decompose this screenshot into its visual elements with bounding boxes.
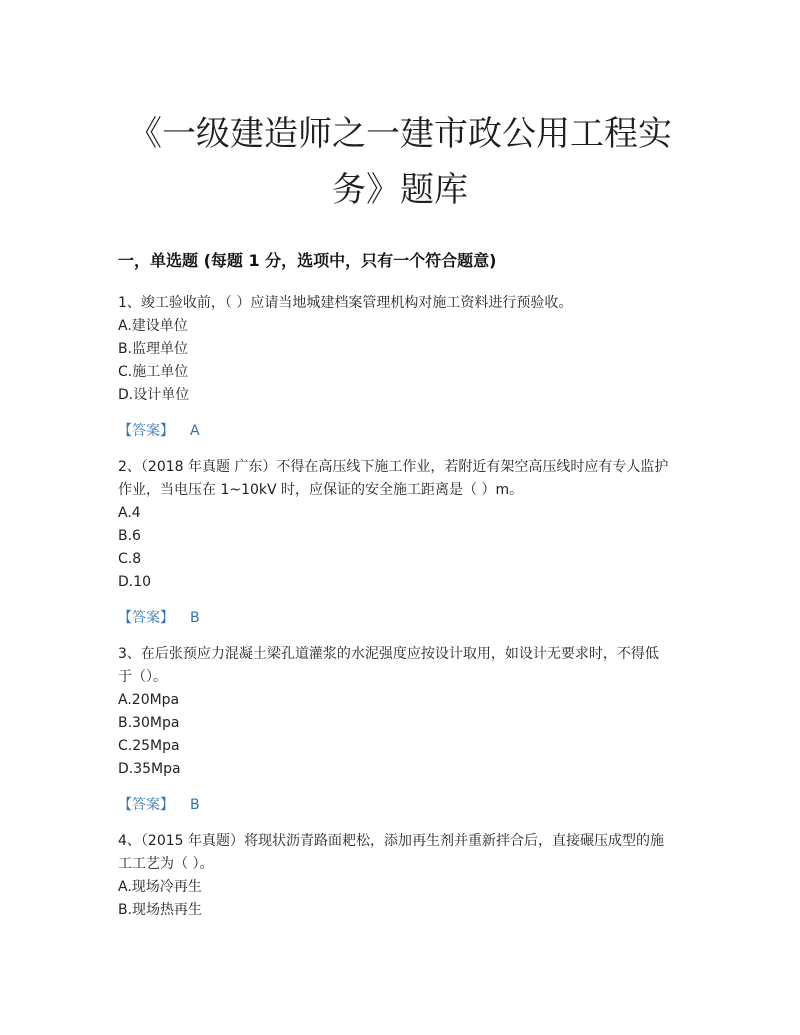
option-a: A.20Mpa bbox=[118, 692, 180, 708]
option-b: B.现场热再生 bbox=[118, 902, 203, 918]
option-c: C.25Mpa bbox=[118, 738, 180, 754]
answer-value: B bbox=[190, 610, 200, 626]
option-d: D.35Mpa bbox=[118, 761, 181, 777]
option-b: B.6 bbox=[118, 528, 141, 544]
answer-label: 【答案】 bbox=[118, 423, 174, 439]
question-stem-line: 2、（2018 年真题 广东）不得在高压线下施工作业，若附近有架空高压线时应有专人监护 bbox=[118, 459, 669, 475]
option-a: A.4 bbox=[118, 505, 141, 521]
option-d: D.10 bbox=[118, 574, 152, 590]
document-title-line-1: 《一级建造师之一建市政公用工程实 bbox=[128, 114, 672, 154]
option-b: B.监理单位 bbox=[118, 341, 189, 357]
answer-line bbox=[118, 794, 688, 817]
option-a: A.建设单位 bbox=[118, 318, 188, 334]
answer-value: B bbox=[190, 797, 200, 813]
question-stem-line: 于（）。 bbox=[118, 669, 167, 685]
option-d: D.设计单位 bbox=[118, 387, 190, 403]
question-stem-line: 3、在后张预应力混凝土梁孔道灌浆的水泥强度应按设计取用，如设计无要求时，不得低 bbox=[118, 646, 659, 662]
question-4 bbox=[118, 830, 688, 922]
document-title-line-2: 务》题库 bbox=[332, 170, 468, 210]
question-list bbox=[118, 292, 688, 922]
answer-label: 【答案】 bbox=[118, 797, 174, 813]
option-a: A.现场冷再生 bbox=[118, 879, 202, 895]
answer-value: A bbox=[190, 423, 200, 439]
question-1 bbox=[118, 292, 688, 443]
document-title bbox=[60, 106, 740, 218]
answer-line bbox=[118, 420, 688, 443]
option-c: C.施工单位 bbox=[118, 364, 189, 380]
question-stem-line: 工工艺为（ ）。 bbox=[118, 856, 214, 872]
question-stem-line: 4、（2015 年真题）将现状沥青路面耙松，添加再生剂并重新拌合后，直接碾压成型的施 bbox=[118, 833, 664, 849]
question-2 bbox=[118, 456, 688, 630]
answer-label: 【答案】 bbox=[118, 610, 174, 626]
question-stem-line: 1、竣工验收前，（ ）应请当地城建档案管理机构对施工资料进行预验收。 bbox=[118, 295, 573, 311]
option-b: B.30Mpa bbox=[118, 715, 180, 731]
option-c: C.8 bbox=[118, 551, 142, 567]
question-3 bbox=[118, 643, 688, 817]
section-heading: 一，单选题 (每题 1 分，选项中，只有一个符合题意) bbox=[118, 251, 497, 270]
answer-line bbox=[118, 607, 688, 630]
question-stem-line: 作业，当电压在 1~10kV 时，应保证的安全施工距离是（ ）m。 bbox=[118, 482, 524, 498]
